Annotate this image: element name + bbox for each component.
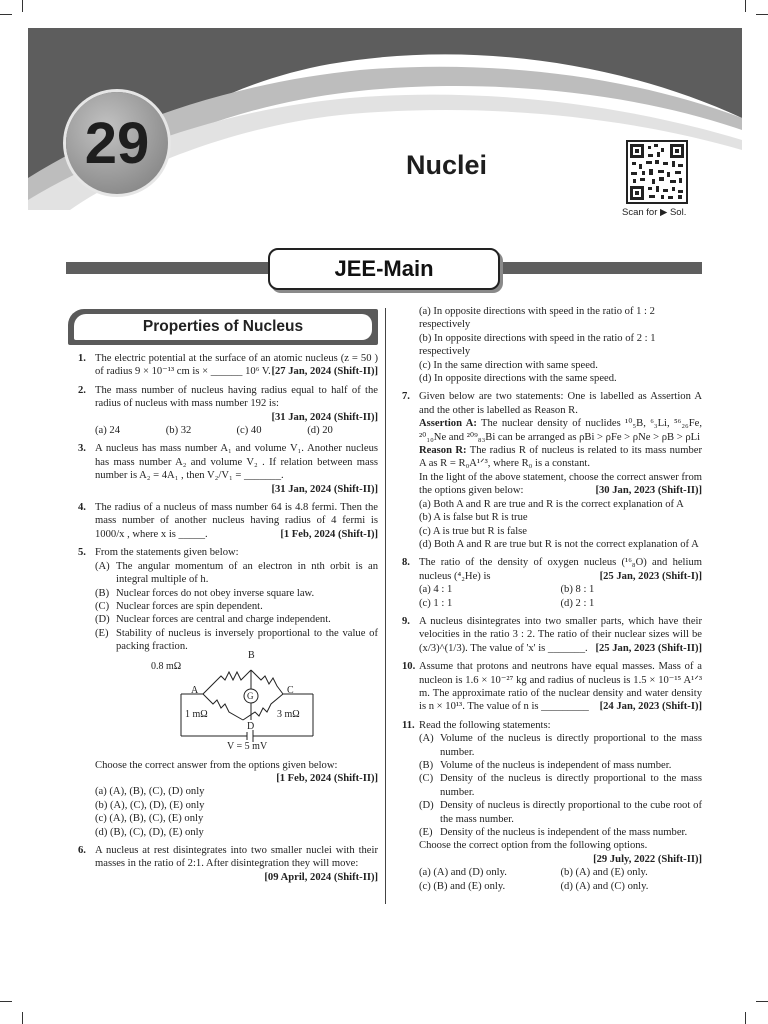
options-grid <box>419 866 702 893</box>
question-tag: [24 Jan, 2023 (Shift-I)] <box>599 701 702 713</box>
question-text: Assume that protons and neutrons have equal masses. Mass of a nucleon is 1.6 × 10⁻²⁷ kg and radius of nucleus is 1.5 × 10⁻¹⁵ A¹ᐟ³ m. The approximate ratio of the nuclear density and water density is n × 10¹³. The value of n is _________ <box>419 661 702 713</box>
question-3: 3. A nucleus has mass number A₁ and volume V₁. Another nucleus has mass number A₂ and volume V₂ . If relation between mass number is A₂ = 4A₁ , then V₂/V₁ = _______. [31 Jan, 2024 (Shift-II)] <box>78 443 378 495</box>
crop-mark <box>22 1012 23 1024</box>
option[interactable]: (c) 1 : 1 <box>419 597 453 609</box>
option[interactable]: (c) (A), (B), (C), (E) only <box>95 813 204 825</box>
question-tag: [1 Feb, 2024 (Shift-II)] <box>276 772 378 784</box>
section-title: Properties of Nucleus <box>74 314 372 340</box>
option[interactable]: (a) (A), (B), (C), (D) only <box>95 786 205 798</box>
option[interactable]: (c) (B) and (E) only. <box>419 880 506 892</box>
statement: (C) Nuclear forces are spin dependent. <box>95 600 263 612</box>
question-text: A nucleus disintegrates into two smaller parts, which have their velocities in the ratio 3 : 2. The ratio of their nuclear sizes will be (x/3)^(1/3). The value of 'x' is _______. <box>419 615 702 654</box>
option[interactable]: (b) In opposite directions with speed in the ratio of 2 : 1 respectively <box>419 332 656 358</box>
question-8: 8. The ratio of the density of oxygen nucleus (¹⁶₈O) and helium nucleus (⁴₂He) is [25 Jan, 2023 (Shift-I)] (a) 4 : 1 (b) 8 : 1 (c) 1 : 1 (d) 2 : 1 <box>402 557 702 609</box>
resistor-label-ad: 1 mΩ <box>185 708 208 720</box>
assertion-label: Assertion A: <box>419 418 477 430</box>
option[interactable]: (c) 40 <box>236 425 262 437</box>
reason-label: Reason R: <box>419 445 467 457</box>
option[interactable]: (d) 20 <box>307 425 333 437</box>
node-a-label: A <box>191 684 199 696</box>
options-grid <box>419 583 702 610</box>
question-6-options <box>402 305 702 385</box>
question-prompt: In the light of the above statement, choose the correct answer from the options given below: <box>419 471 702 497</box>
option[interactable]: (c) In the same direction with same speed. <box>419 359 598 371</box>
question-9: 9. A nucleus disintegrates into two smaller parts, which have their velocities in the ratio 3 : 2. The ratio of their nuclear sizes will be (x/3)^(1/3). The value of 'x' is _______. [25 Jan, 2023 (Shift-II)] <box>402 615 702 654</box>
resistor-label-dc: 3 mΩ <box>277 708 300 720</box>
option[interactable]: (d) In opposite directions with the same speed. <box>419 373 617 385</box>
galvanometer-label: G <box>247 690 254 701</box>
statement: (D) Nuclear forces are central and charge independent. <box>95 614 331 626</box>
option[interactable]: (d) (B), (C), (D), (E) only <box>95 826 204 838</box>
crop-mark <box>0 1001 12 1002</box>
qr-caption: Scan for ▶ Sol. <box>622 207 687 218</box>
question-tag: [31 Jan, 2024 (Shift-II)] <box>271 411 378 423</box>
statement: (D) Density of nucleus is directly proportional to the cube root of the mass number. <box>419 800 702 825</box>
question-tag: [29 July, 2022 (Shift-II)] <box>593 853 702 865</box>
section-heading <box>68 309 378 345</box>
question-text: A nucleus at rest disintegrates into two smaller nuclei with their masses in the ratio of 2:1. After disintegration they will move: <box>95 844 378 870</box>
column-divider <box>385 308 386 904</box>
option[interactable]: (d) 2 : 1 <box>560 597 595 609</box>
option[interactable]: (b) 32 <box>165 425 192 437</box>
crop-mark <box>756 1001 768 1002</box>
node-b-label: B <box>248 649 255 661</box>
question-tag: [1 Feb, 2024 (Shift-I)] <box>280 528 378 540</box>
statement: (B) Volume of the nucleus is independent of mass number. <box>419 760 672 771</box>
question-text: The ratio of the density of oxygen nucleus (¹⁶₈O) and helium nucleus (⁴₂He) is <box>419 557 702 582</box>
statement: (C) Density of the nucleus is directly proportional to the mass number. <box>419 773 702 798</box>
question-tag: [27 Jan, 2024 (Shift-II)] <box>271 366 378 378</box>
question-7: 7. Given below are two statements: One is labelled as Assertion A and the other is labelled as Reason R. Assertion A: The nuclear density of nuclides ¹⁰₅B, ⁶₃Li, ⁵⁶₂₆Fe, ²⁰₁₀Ne and ²⁰⁹₈₃Bi can be arranged as ρBi > ρFe > ρNe > ρB > ρLi Reason R: The radius R of nucleus is related to its mass number A as R = R₀A¹ᐟ³, where R₀ is a constant. In the light of the above statement, choose the correct answer from the options given below: [30 Jan, 2023 (Shift-II)] (a) Both A and R are true and R is the correct explanation of A (b) A is false but R is true (c) A is true but R is false (d) Both A and R are true but R is not the correct explanation of A <box>402 391 702 550</box>
question-text: The mass number of nucleus having radius equal to half of the radius of nucleus with mass number 192 is: <box>95 384 378 410</box>
question-11: 11. Read the following statements: (A) Volume of the nucleus is directly proportional to the mass number. (B) Volume of the nucleus is independent of mass number. (C) Density of the nucleus is directly proportional to the mass number. (D) Density of nucleus is directly proportional to the cube root of the mass number. (E) Density of the nucleus is independent of the mass number. Choose the correct option from the following options. [29 July, 2022 (Shift-II)] (a) (A) and (D) only. (b) (A) and (E) only. (c) (B) and (E) only. (d) (A) and (C) only. <box>402 719 702 892</box>
wheatstone-bridge-diagram <box>151 649 363 753</box>
qr-code[interactable] <box>626 140 688 204</box>
right-column <box>402 305 702 898</box>
option[interactable]: (b) (A) and (E) only. <box>560 867 648 879</box>
question-6: 6. A nucleus at rest disintegrates into two smaller nuclei with their masses in the ratio of 2:1. After disintegration they will move: [09 April, 2024 (Shift-II)] <box>78 844 378 883</box>
question-10: 10. Assume that protons and neutrons have equal masses. Mass of a nucleon is 1.6 × 10⁻²⁷ kg and radius of nucleus is 1.5 × 10⁻¹⁵ A¹ᐟ³ m. The approximate ratio of the nuclear density and water density is n × 10¹³. The value of n is _________ [24 Jan, 2023 (Shift-I)] <box>402 661 702 713</box>
question-1: 1. The electric potential at the surface of an atomic nucleus (z = 50 ) of radius 9 × 10⁻¹³ cm is × ______ 10⁶ V. [27 Jan, 2024 (Shift-II)] <box>78 353 378 378</box>
question-tag: [30 Jan, 2023 (Shift-II)] <box>595 485 702 497</box>
question-5: 5. From the statements given below: (A) The angular momentum of an electron in nth orbit is an integral multiple of h. (B) Nuclear forces do not obey inverse square law. (C) Nuclear forces are spin dependent. (D) Nuclear forces are central and charge independent. (E) Stability of nucleus is inversely proportional to the value of packing fraction. 0.8 mΩ B A C G D 1 mΩ 3 mΩ V = 5 mV Choose the correct answer from the options given below: [1 Feb, 2024 (Shift-II)] (a) (A), (B), (C), (D) only (b) (A), (C), (D), (E) only (c) (A), (B), (C), (E) only (d) (B), (C), (D), (E) only <box>78 547 378 838</box>
question-text: Given below are two statements: One is labelled as Assertion A and the other is labelled as Reason R. <box>419 391 702 416</box>
question-tag: [25 Jan, 2023 (Shift-II)] <box>595 642 702 654</box>
option[interactable]: (a) 24 <box>95 425 120 437</box>
options-row <box>95 424 378 437</box>
question-text: The electric potential at the surface of an atomic nucleus (z = 50 ) of radius 9 × 10⁻¹³ cm is × ______ 10⁶ V. <box>95 353 378 378</box>
exam-banner: JEE-Main <box>268 248 500 290</box>
option[interactable]: (a) 4 : 1 <box>419 584 453 596</box>
question-text: The radius of a nucleus of mass number 64 is 4.8 fermi. Then the mass number of another nucleus having radius of 4 fermi is 1000/x , where x is _____. <box>95 502 378 540</box>
option[interactable]: (b) A is false but R is true <box>419 512 528 524</box>
question-prompt: Choose the correct option from the following options. <box>419 840 648 852</box>
statement: (B) Nuclear forces do not obey inverse square law. <box>95 587 315 599</box>
battery-voltage-label: V = 5 mV <box>227 740 268 752</box>
question-tag: [09 April, 2024 (Shift-II)] <box>264 871 378 883</box>
question-text: Read the following statements: <box>419 719 551 731</box>
option[interactable]: (a) In opposite directions with speed in the ratio of 1 : 2 respectively <box>419 306 655 331</box>
chapter-number-badge: 29 <box>66 92 168 194</box>
circuit-lines <box>163 658 363 753</box>
option[interactable]: (c) A is true but R is false <box>419 525 527 537</box>
question-tag: [31 Jan, 2024 (Shift-II)] <box>271 483 378 495</box>
option[interactable]: (b) 8 : 1 <box>560 584 595 596</box>
resistor-label-ab: 0.8 mΩ <box>151 660 182 672</box>
option[interactable]: (a) (A) and (D) only. <box>419 867 507 879</box>
crop-mark <box>745 1012 746 1024</box>
option[interactable]: (d) Both A and R are true but R is not the correct explanation of A <box>419 538 699 550</box>
left-column <box>78 352 378 889</box>
node-c-label: C <box>287 684 294 696</box>
chapter-title: Nuclei <box>406 150 488 180</box>
statement: (A) The angular momentum of an electron in nth orbit is an integral multiple of h. <box>95 560 378 586</box>
option[interactable]: (b) (A), (C), (D), (E) only <box>95 799 205 811</box>
question-4: 4. The radius of a nucleus of mass number 64 is 4.8 fermi. Then the mass number of another nucleus having radius of 4 fermi is 1000/x , where x is _____. [1 Feb, 2024 (Shift-I)] <box>78 502 378 540</box>
question-text: From the statements given below: <box>95 547 239 559</box>
reason-text: The radius R of nucleus is related to its mass number A as R = R₀A¹ᐟ³, where R₀ is a constant. <box>419 445 702 470</box>
statement: (E) Density of the nucleus is independent of the mass number. <box>419 827 688 839</box>
assertion-text: The nuclear density of nuclides ¹⁰₅B, ⁶₃Li, ⁵⁶₂₆Fe, ²⁰₁₀Ne and ²⁰⁹₈₃Bi can be arranged as ρBi > ρFe > ρNe > ρB > ρLi <box>419 418 702 443</box>
option[interactable]: (d) (A) and (C) only. <box>560 880 649 892</box>
question-prompt: Choose the correct answer from the options given below: <box>95 759 338 771</box>
question-text: A nucleus has mass number A₁ and volume V₁. Another nucleus has mass number A₂ and volume V₂ . If relation between mass number is A₂ = 4A₁ , then V₂/V₁ = _______. <box>95 443 378 482</box>
question-2: 2. The mass number of nucleus having radius equal to half of the radius of nucleus with mass number 192 is: [31 Jan, 2024 (Shift-II)] (a) 24 (b) 32 (c) 40 (d) 20 <box>78 384 378 437</box>
node-d-label: D <box>247 720 255 732</box>
question-tag: [25 Jan, 2023 (Shift-I)] <box>599 570 702 582</box>
statement: (E) Stability of nucleus is inversely proportional to the value of packing fraction. <box>95 627 378 653</box>
option[interactable]: (a) Both A and R are true and R is the correct explanation of A <box>419 498 684 510</box>
qr-pattern <box>628 142 686 202</box>
statement: (A) Volume of the nucleus is directly proportional to the mass number. <box>419 733 702 758</box>
